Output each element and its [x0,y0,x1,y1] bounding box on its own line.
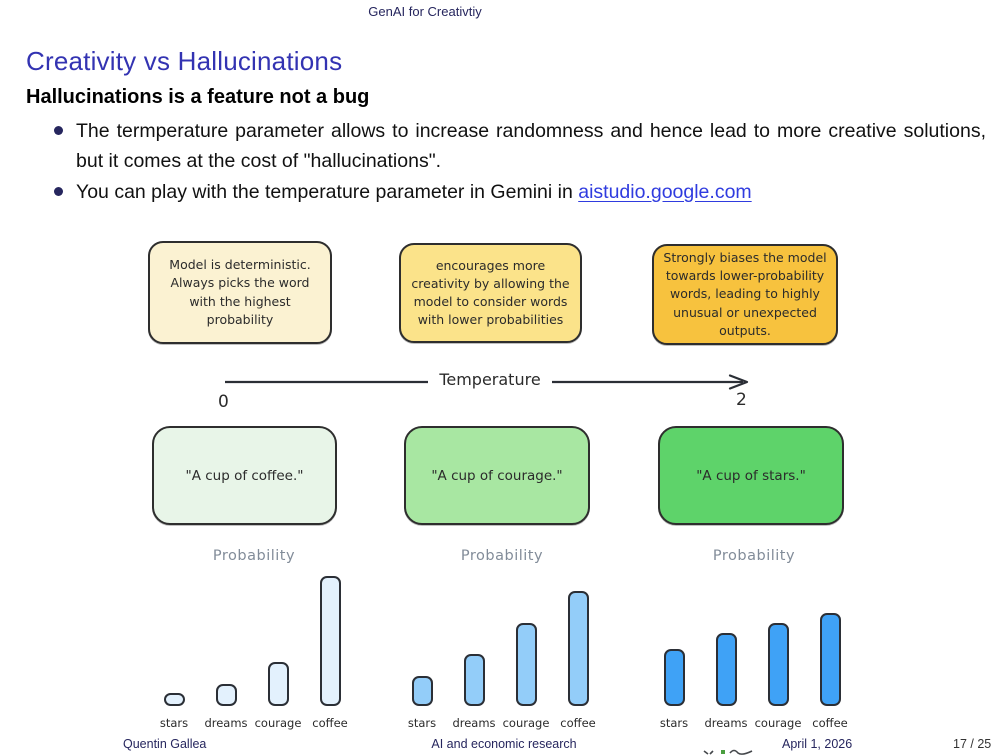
output-box-temp1 [404,426,590,525]
footer-date: April 1, 2026 [782,737,853,751]
bar-label-coffee: coffee [560,716,596,730]
probability-chart-temp1 [396,548,608,730]
output-text: "A cup of courage." [431,467,563,484]
bullet-item-aistudio [48,177,986,207]
chart-column [448,654,500,706]
footer-page-number: 17 / 25 [953,737,992,751]
probability-bar-courage [768,623,789,706]
probability-bar-coffee [568,591,589,706]
header-section-title: GenAI for Creativtiy [368,4,482,19]
bar-label-courage: courage [754,716,802,730]
page-subtitle: Hallucinations is a feature not a bug [26,86,370,108]
bar-label-stars: stars [659,716,689,730]
output-box-temp2 [658,426,844,525]
bullet-item-temperature [48,116,986,176]
chart-labels [648,716,860,730]
chart-column [804,613,856,706]
bar-label-dreams: dreams [704,716,748,730]
description-text: Strongly biases the model towards lower-probability words, leading to highly unusual or unexpected outputs. [663,250,827,338]
chart-bars [648,572,860,706]
chart-bars [396,572,608,706]
bar-label-stars: stars [407,716,437,730]
description-text: Model is deterministic. Always picks the word with the highest probability [169,257,311,327]
chart-bars [148,572,360,706]
probability-bar-dreams [716,633,737,706]
bullet-text: You can play with the temperature parameter in Gemini in [76,181,579,203]
chart-column [148,693,200,706]
chart-labels [148,716,360,730]
bar-label-coffee: coffee [812,716,848,730]
probability-chart-temp2 [648,548,860,730]
temperature-min-label: 0 [218,392,229,412]
description-box-temp0 [148,241,332,344]
chart-labels [396,716,608,730]
temperature-max-label: 2 [736,390,747,410]
bar-label-courage: courage [502,716,550,730]
bullet-list [48,116,986,208]
chart-column [252,662,304,706]
bar-label-stars: stars [159,716,189,730]
probability-bar-stars [412,676,433,706]
footer-short-title: AI and economic research [431,737,577,751]
probability-bar-dreams [464,654,485,706]
description-box-temp1 [399,243,582,343]
chart-column [752,623,804,706]
probability-bar-coffee [320,576,341,706]
chart-column [304,576,356,706]
chart-column [500,623,552,706]
output-text: "A cup of coffee." [185,467,304,484]
temperature-axis-label: Temperature [428,370,552,389]
probability-bar-dreams [216,684,237,706]
bullet-icon [54,126,63,135]
probability-bar-courage [268,662,289,706]
chart-column [396,676,448,706]
probability-bar-coffee [820,613,841,706]
description-text: encourages more creativity by allowing the model to consider words with lower probabilities [411,257,570,328]
bullet-icon [54,187,63,196]
aistudio-link[interactable]: aistudio.google.com [578,181,752,203]
chart-title: Probability [712,548,796,564]
chart-column [552,591,604,706]
probability-bar-stars [664,649,685,706]
chart-column [700,633,752,706]
page-title: Creativity vs Hallucinations [26,46,343,76]
bar-label-dreams: dreams [452,716,496,730]
probability-bar-courage [516,623,537,706]
description-box-temp2 [652,244,838,345]
chart-title: Probability [460,548,544,564]
output-box-temp0 [152,426,337,525]
bar-label-coffee: coffee [312,716,348,730]
chart-column [200,684,252,706]
bar-label-dreams: dreams [204,716,248,730]
bullet-text: The termperature parameter allows to increase randomness and hence lead to more creative solutions, but it comes at the cost of "hallucinations". [76,120,986,172]
footer-author: Quentin Gallea [123,737,207,751]
probability-bar-stars [164,693,185,706]
cutoff-doodle [702,745,754,756]
probability-chart-temp0 [148,548,360,730]
chart-column [648,649,700,706]
bar-label-courage: courage [254,716,302,730]
output-text: "A cup of stars." [696,467,806,484]
chart-title: Probability [212,548,296,564]
